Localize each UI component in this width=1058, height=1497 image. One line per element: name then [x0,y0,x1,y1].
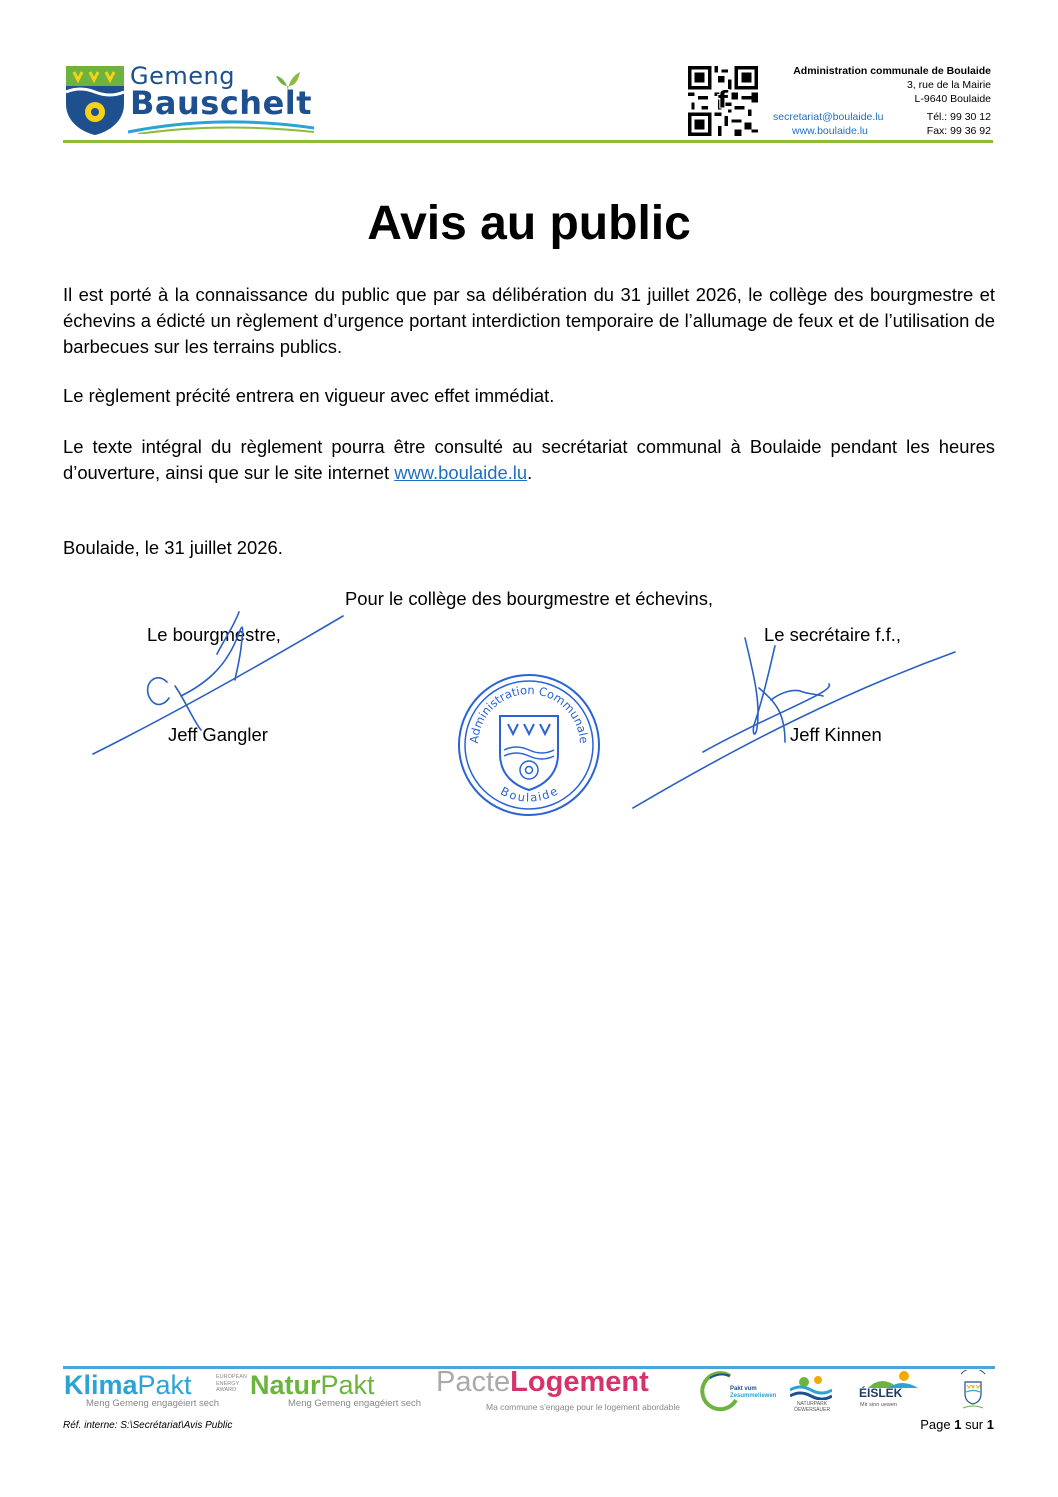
naturpakt-logo-natur: Natur [250,1370,321,1400]
admin-city: L-9640 Boulaide [914,93,991,105]
paragraph-consultation-end: . [527,462,533,483]
page-current: 1 [954,1417,962,1432]
email-link[interactable]: secretariat@boulaide.lu [773,111,884,123]
naturpakt-tagline: Meng Gemeng engagéiert sech [288,1398,422,1409]
coat-of-arms-logo [64,64,126,136]
pakt-text-line1: Pakt vum [730,1386,757,1392]
pakt-text-line2: Zesummeliewen [730,1393,777,1399]
pacte-logement-tagline: Ma commune s'engage pour le logement abordable [486,1402,680,1412]
eislek-tagline: Mir sinn uewen [860,1402,897,1408]
page-title: Avis au public [367,197,691,250]
leaf-icon [276,72,300,92]
website-link[interactable]: www.boulaide.lu [792,125,868,137]
eea-label: EUROPEAN ENERGY AWARD [216,1374,247,1393]
paragraph-consultation [63,434,995,486]
website-link-body[interactable]: www.boulaide.lu [394,462,528,483]
phone-number: Tél.: 99 30 12 [926,111,991,123]
page-total: 1 [986,1417,994,1432]
paragraph-consultation-text: Le texte intégral du règlement pourra être consulté au secrétariat communal à Boulaide pendant les heures d’ouverture, ainsi que sur le site internet [63,436,995,483]
eislek-text: ÉISLEK [859,1386,903,1400]
logo-swoosh [128,118,314,134]
admin-name: Administration communale de Boulaide [793,65,991,77]
naturpark-icon [790,1374,832,1400]
mayor-name: Jeff Gangler [168,724,268,745]
logo-text-bauschelt: Bauschelt [130,84,313,122]
mayor-title: Le bourgmestre, [147,624,281,645]
svg-text:Boulaide [498,784,560,805]
seal-bottom-text: Boulaide [498,783,560,805]
college-line: Pour le collège des bourgmestre et échevins, [344,588,714,609]
paragraph-announcement: Il est porté à la connaissance du public que par sa délibération du 31 juillet 2026, le collège des bourgmestre et échevins a édicté un règlement d’urgence portant interdiction temporaire de l’allumage de feux et de l’utilisation de barbecues sur les terrains publics. [63,284,995,357]
secretary-title: Le secrétaire f.f., [764,624,901,645]
admin-street: 3, rue de la Mairie [906,79,991,91]
svg-text:f: f [717,85,729,114]
internal-reference: Réf. interne: S:\Secrétariat\Avis Public [63,1420,233,1431]
naturpakt-logo [250,1370,375,1401]
klimapakt-logo [64,1370,192,1401]
naturpakt-logo-pakt: Pakt [320,1370,375,1400]
header-divider [63,140,993,143]
page-word: Page [920,1417,951,1432]
place-date: Boulaide, le 31 juillet 2026. [63,537,283,558]
page-number [920,1417,994,1432]
klimapakt-logo-pakt: Pakt [137,1370,192,1400]
municipal-seal [456,672,602,818]
naturpark-text: NATURPARK ÖEWERSAUER [793,1401,831,1413]
klimapakt-tagline: Meng Gemeng engagéiert sech [86,1398,220,1409]
pacte-logo-pacte: Pacte [436,1366,511,1398]
logo-text-gemeng: Gemeng [130,62,235,90]
bauschelt-badge-icon [953,1370,993,1410]
fax-number: Fax: 99 36 92 [926,125,991,137]
paragraph-effect: Le règlement précité entrera en vigueur avec effet immédiat. [63,385,555,406]
qr-code-icon[interactable] [688,66,758,136]
seal-top-text: Administration Communale [466,682,592,745]
pacte-logo-logement: Logement [510,1366,649,1398]
page-sep: sur [965,1417,984,1432]
secretary-name: Jeff Kinnen [790,724,882,745]
klimapakt-logo-klima: Klima [64,1370,138,1400]
pacte-logement-logo [436,1366,649,1399]
pakt-zesummeliewen-text [730,1386,776,1400]
